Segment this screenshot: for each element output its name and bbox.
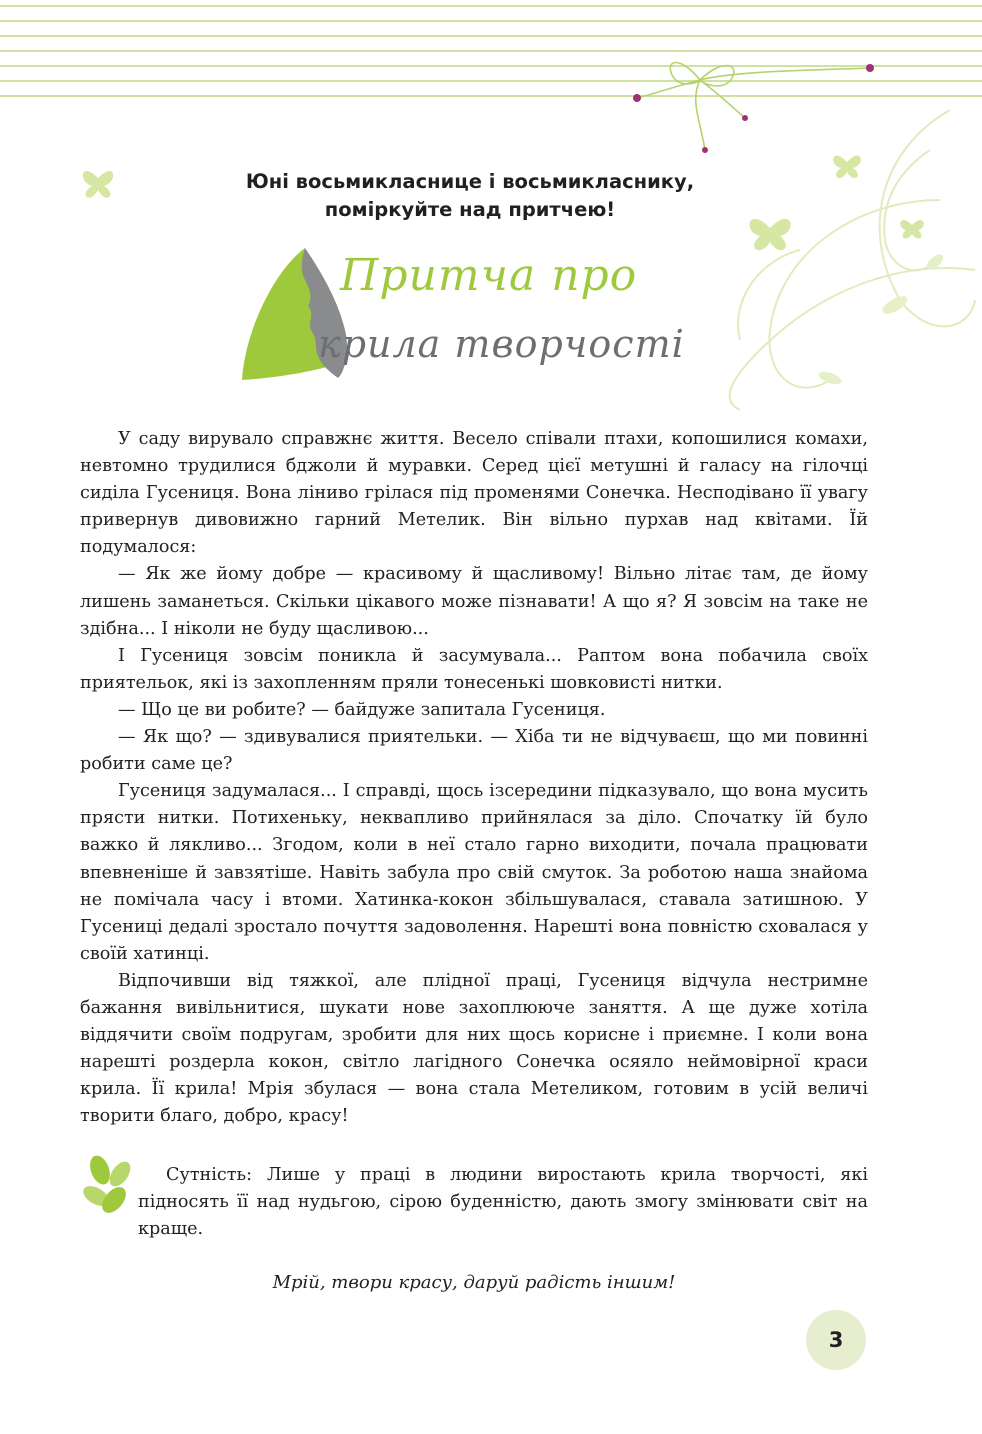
intro-line-1: Юні восьмикласнице і восьмикласнику, xyxy=(245,170,695,193)
ribbon-bow-icon xyxy=(637,63,870,151)
page-number: 3 xyxy=(806,1310,866,1370)
paragraph: — Що це ви робите? — байдуже запитала Гусениця. xyxy=(118,699,606,720)
essence-text: Сутність: Лише у праці в людини виростають крила творчості, які підносять її над нудьгою, сірою буденністю, дають змогу змінювати світ на краще. xyxy=(138,1165,868,1240)
parable-body xyxy=(80,426,868,1130)
paragraph: У саду вирувало справжнє життя. Весело співали птахи, копошилися комахи, невтомно трудилися бджоли й муравки. Серед цієї метушні й галасу на гілочці сиділа Гусениця. Вона ліниво грілася під променями Сонечка. Несподівано її увагу привернув дивовижно гарний Метелик. Він вільно пурхав над квітами. Їй подумалося: xyxy=(80,429,868,558)
parable-essence xyxy=(138,1162,868,1243)
parable-title-line-2: крила творчості xyxy=(318,322,685,366)
paragraph: І Гусениця зовсім поникла й засумувала... Раптом вона побачила своїх приятельок, які із захопленням пряли тонесенькі шовковисті нитки. xyxy=(80,645,868,693)
paragraph: Гусениця задумалася... І справді, щось ізсередини підказувало, що вона мусить прясти нитки. Потихеньку, неквапливо прийнялася за діло. Спочатку їй було важко й лякливо... Згодом, коли в неї стало гарно виходити, почала працювати впевненіше й завзятіше. Навіть забула про свій смуток. За роботою наша знайома не помічала часу і втоми. Хатинка-кокон збільшувалася, ставала затишною. У Гусениці дедалі зростало почуття задоволення. Нарешті вона повністю сховалася у своїй хатинці. xyxy=(80,781,868,964)
paragraph: Відпочивши від тяжкої, але плідної праці, Гусениця відчула нестримне бажання вивільнитися, шукати нове захоплююче заняття. А ще дуже хотіла віддячити своїм подругам, зробити для них щось корисне і приємне. І коли вона нарешті роздерла кокон, світло лагідного Сонечка осяяло неймовірної краси крила. Її крила! Мрія збулася — вона стала Метеликом, готовим в усій величі творити благо, добро, красу! xyxy=(80,970,868,1127)
intro-address xyxy=(170,168,770,224)
parable-title-line-1: Притча про xyxy=(340,250,638,301)
leaf-icon xyxy=(80,1152,136,1218)
paragraph: — Як же йому добре — красивому й щасливому! Вільно літає там, де йому лишень заманеться. Скільки цікавого може пізнавати! А що я? Я зовсім на таке не здібна... І ніколи не буду щасливою... xyxy=(80,564,868,639)
motto: Мрій, твори красу, даруй радість іншим! xyxy=(272,1272,676,1293)
intro-line-2: поміркуйте над притчею! xyxy=(324,198,616,221)
butterfly-icon xyxy=(833,156,861,178)
butterfly-icon xyxy=(900,220,923,239)
butterfly-icon xyxy=(83,171,113,198)
paragraph: — Як що? — здивувалися приятельки. — Хіба ти не відчуваєш, що ми повинні робити саме це? xyxy=(80,727,868,775)
